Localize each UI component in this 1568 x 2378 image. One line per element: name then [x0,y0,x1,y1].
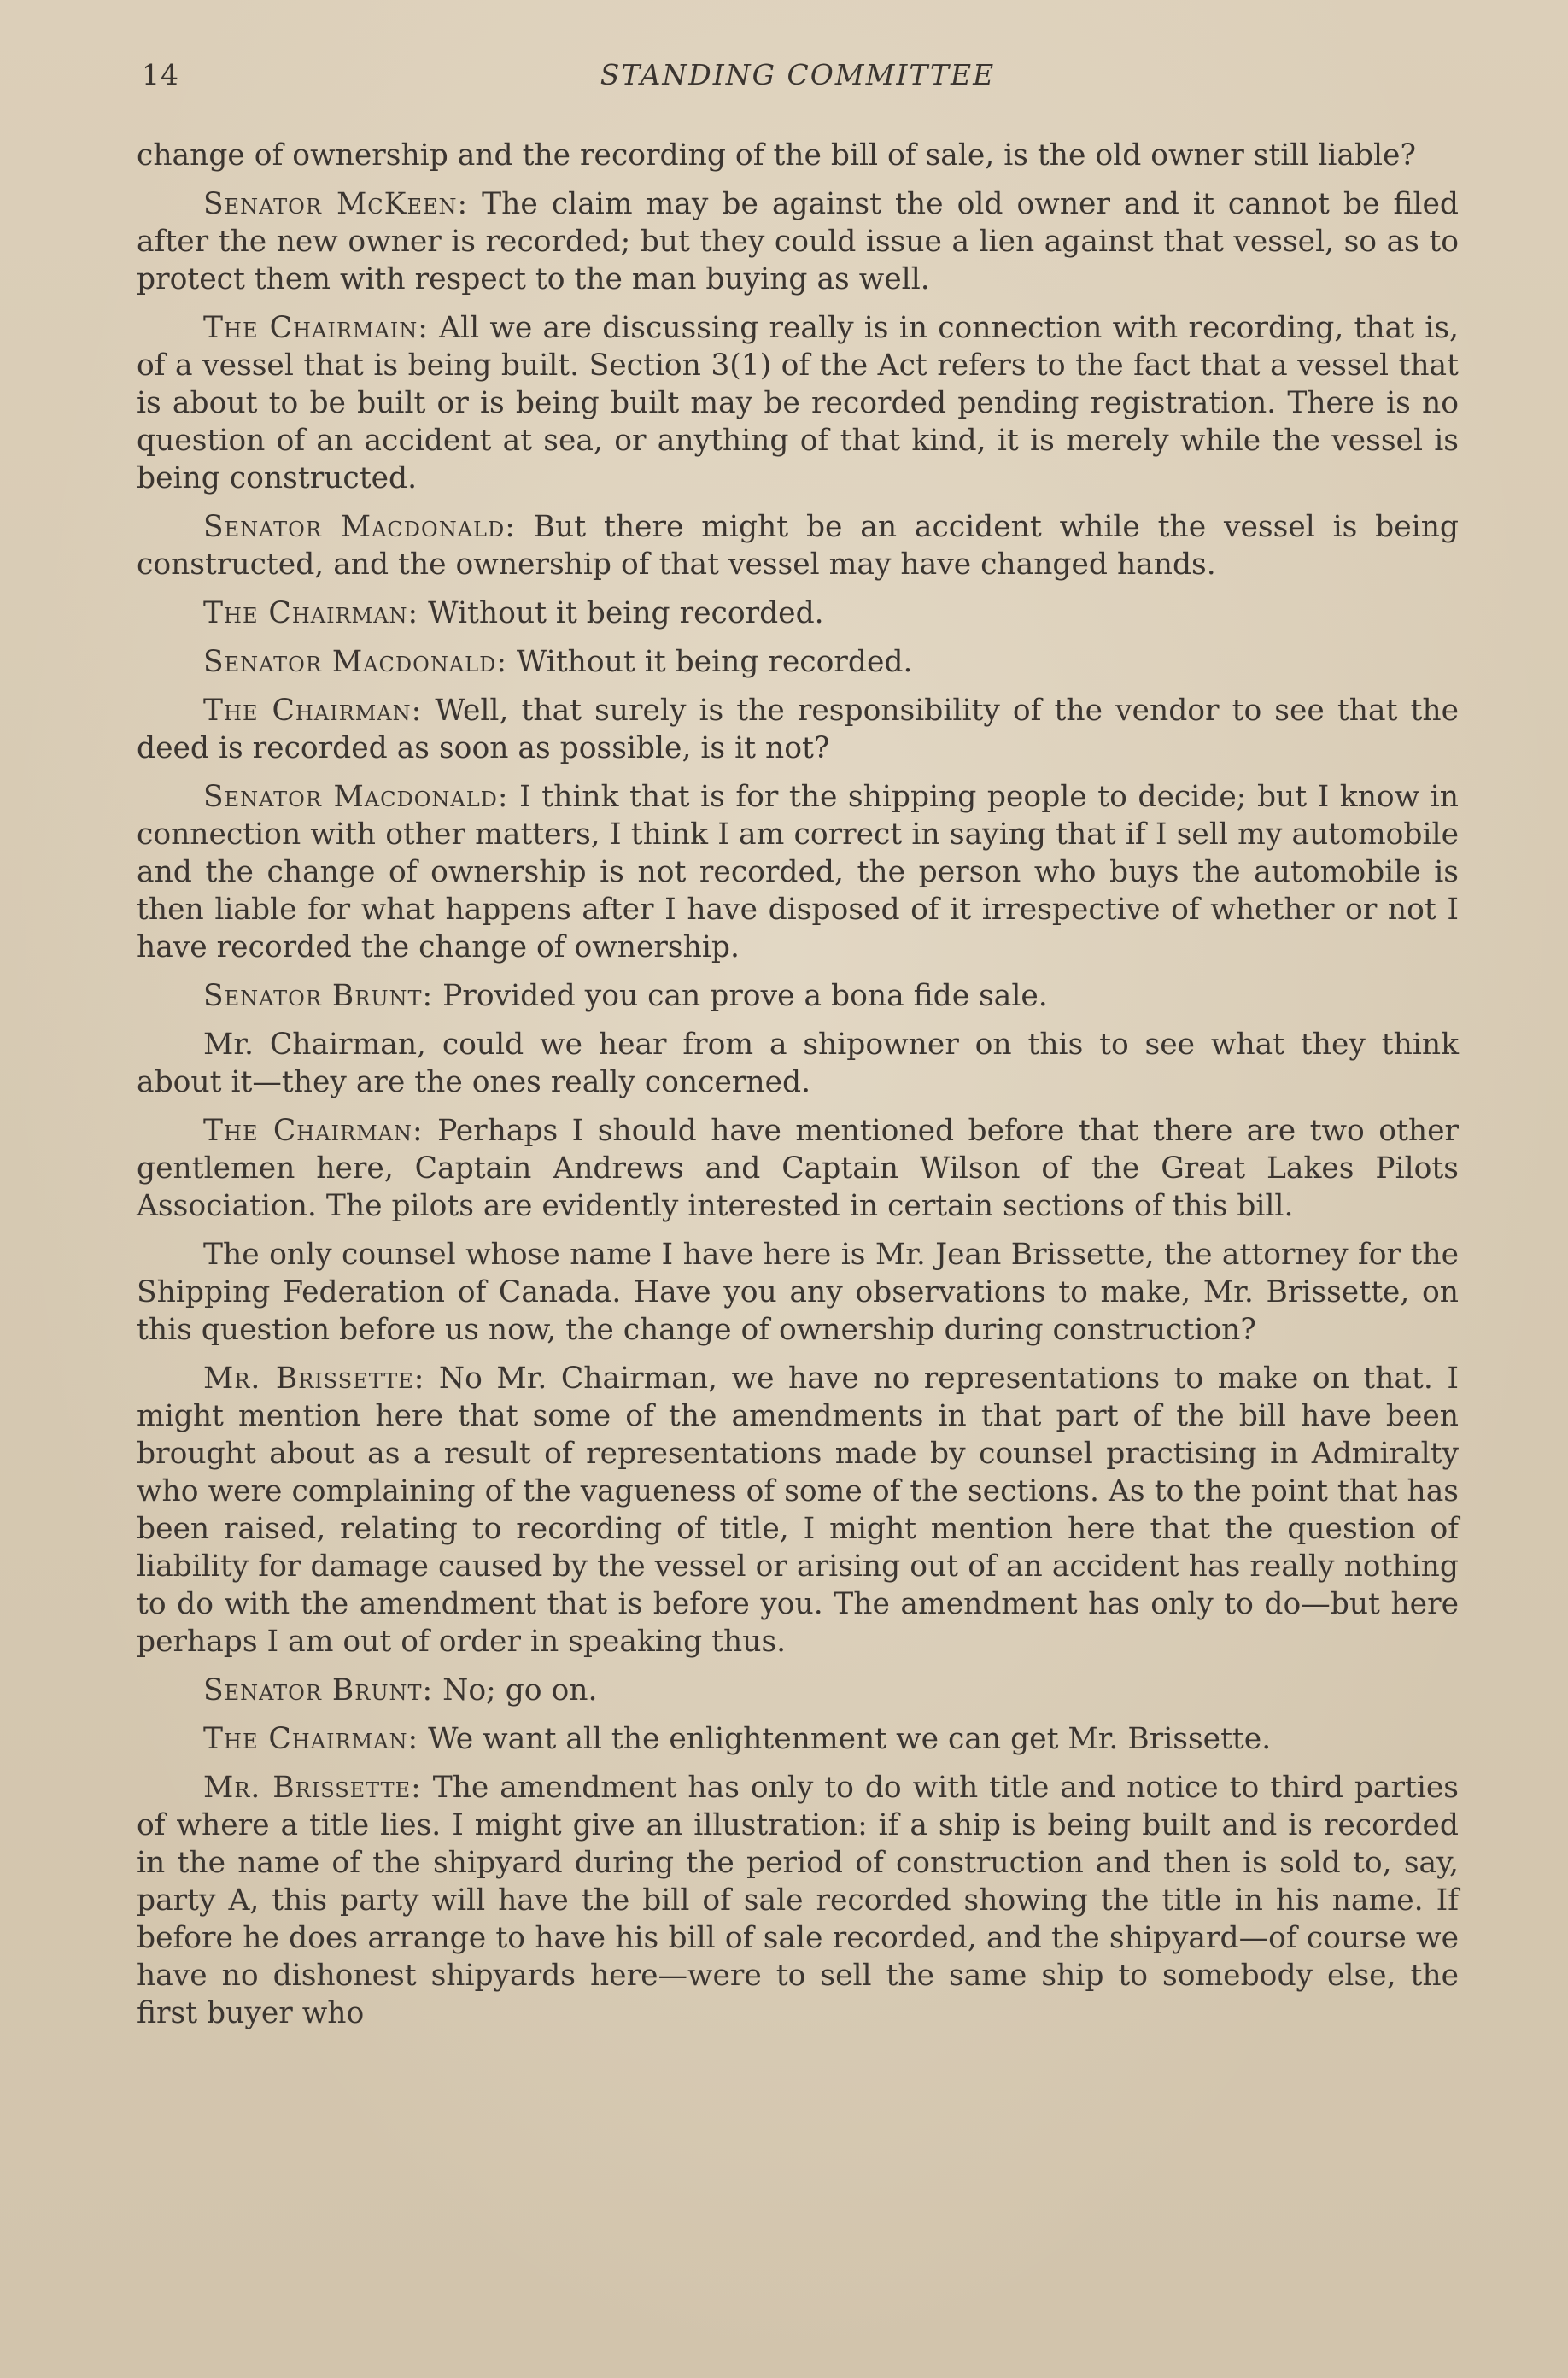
paragraph [137,1236,1459,1349]
page-number: 14 [142,58,179,91]
paragraph [137,692,1459,767]
running-header [137,58,1459,99]
speaker-name: Senator Brunt: [203,979,434,1013]
paragraph-text: Well, that surely is the responsibility of the vendor to see that the deed is recorded as soon as possible, is it not? [137,694,1459,765]
paragraph [137,508,1459,583]
paragraph-text: Mr. Chairman, could we hear from a shipowner on this to see what they think about it—they are the ones really concerned. [137,1028,1459,1099]
speaker-name: The Chairmain: [203,311,429,345]
paragraph-text: No Mr. Chairman, we have no representations to make on that. I might mention here that some of the amendments in that part of the bill have been brought about as a result of representations made by counsel practising in Admiralty who were complaining of the vagueness of some of the sections. As to the point that has been raised, relating to recording of title, I might mention here that the question of liability for damage caused by the vessel or arising out of an accident has really nothing to do with the amendment that is before you. The amendment has only to do—but here perhaps I am out of order in speaking thus. [137,1362,1459,1659]
paragraph [137,977,1459,1015]
paragraph-text: The amendment has only to do with title and notice to third parties of where a title lies. I might give an illustration: if a ship is being built and is recorded in the name of the shipyard during the period of construction and then is sold to, say, party A, this party will have the bill of sale recorded showing the title in his name. If before he does arrange to have his bill of sale recorded, and the shipyard—of course we have no dishonest shipyards here—were to sell the same ship to somebody else, the first buyer who [137,1771,1459,2030]
speaker-name: Mr. Brissette: [203,1362,425,1396]
running-title: STANDING COMMITTEE [600,58,996,91]
paragraph [137,1026,1459,1101]
paragraph [137,309,1459,497]
transcript-body [137,137,1459,2032]
paragraph [137,1769,1459,2032]
speaker-name: The Chairman: [203,596,419,630]
paragraph [137,1360,1459,1660]
paragraph [137,1720,1459,1758]
speaker-name: Mr. Brissette: [203,1771,422,1805]
paragraph [137,643,1459,681]
speaker-name: Senator Macdonald: [203,510,516,544]
paragraph-text: But there might be an accident while the vessel is being constructed, and the ownership of that vessel may have changed hands. [137,510,1459,582]
paragraph-text: We want all the enlightenment we can get Mr. Brissette. [418,1722,1272,1756]
paragraph-text: The only counsel whose name I have here is Mr. Jean Brissette, the attorney for the Shipping Federation of Canada. Have you any observations to make, Mr. Brissette, on this question before us now, the change of ownership during construction? [137,1238,1459,1347]
speaker-name: Senator Brunt: [203,1673,434,1707]
paragraph [137,778,1459,966]
paragraph-text: I think that is for the shipping people to decide; but I know in connection with other matters, I think I am correct in saying that if I sell my automobile and the change of ownership is not recorded, the person who buys the automobile is then liable for what happens after I have disposed of it irrespective of whether or not I have recorded the change of ownership. [137,780,1460,964]
paragraph-text: Perhaps I should have mentioned before that there are two other gentlemen here, Captain Andrews and Captain Wilson of the Great Lakes Pilots Association. The pilots are evidently interested in certain sections of this bill. [137,1114,1459,1223]
paragraph [137,594,1459,632]
paragraph-text: The claim may be against the old owner and it cannot be filed after the new owner is recorded; but they could issue a lien against that vessel, so as to protect them with respect to the man buying as well. [137,187,1459,296]
paragraph-text: change of ownership and the recording of the bill of sale, is the old owner still liable? [137,138,1416,173]
paragraph-text: Provided you can prove a bona fide sale. [433,979,1048,1013]
speaker-name: The Chairman: [203,1114,424,1148]
paragraph-text: Without it being recorded. [506,645,913,679]
speaker-name: The Chairman: [203,694,423,728]
paragraph [137,185,1459,298]
paragraph-text: Without it being recorded. [418,596,824,630]
paragraph-text: No; go on. [433,1673,598,1707]
paragraph-text: All we are discussing really is in connection with recording, that is, of a vessel that is being built. Section 3(1) of the Act refers to the fact that a vessel that is about to be built or is being built may be recorded pending registration. There is no question of an accident at sea, or anything of that kind, it is merely while the vessel is being constructed. [137,311,1459,495]
speaker-name: Senator McKeen: [203,187,469,221]
paragraph [137,1112,1459,1225]
paragraph [137,1672,1459,1709]
speaker-name: The Chairman: [203,1722,419,1756]
speaker-name: Senator Macdonald: [203,645,507,679]
paragraph [137,137,1459,174]
speaker-name: Senator Macdonald: [203,780,509,814]
